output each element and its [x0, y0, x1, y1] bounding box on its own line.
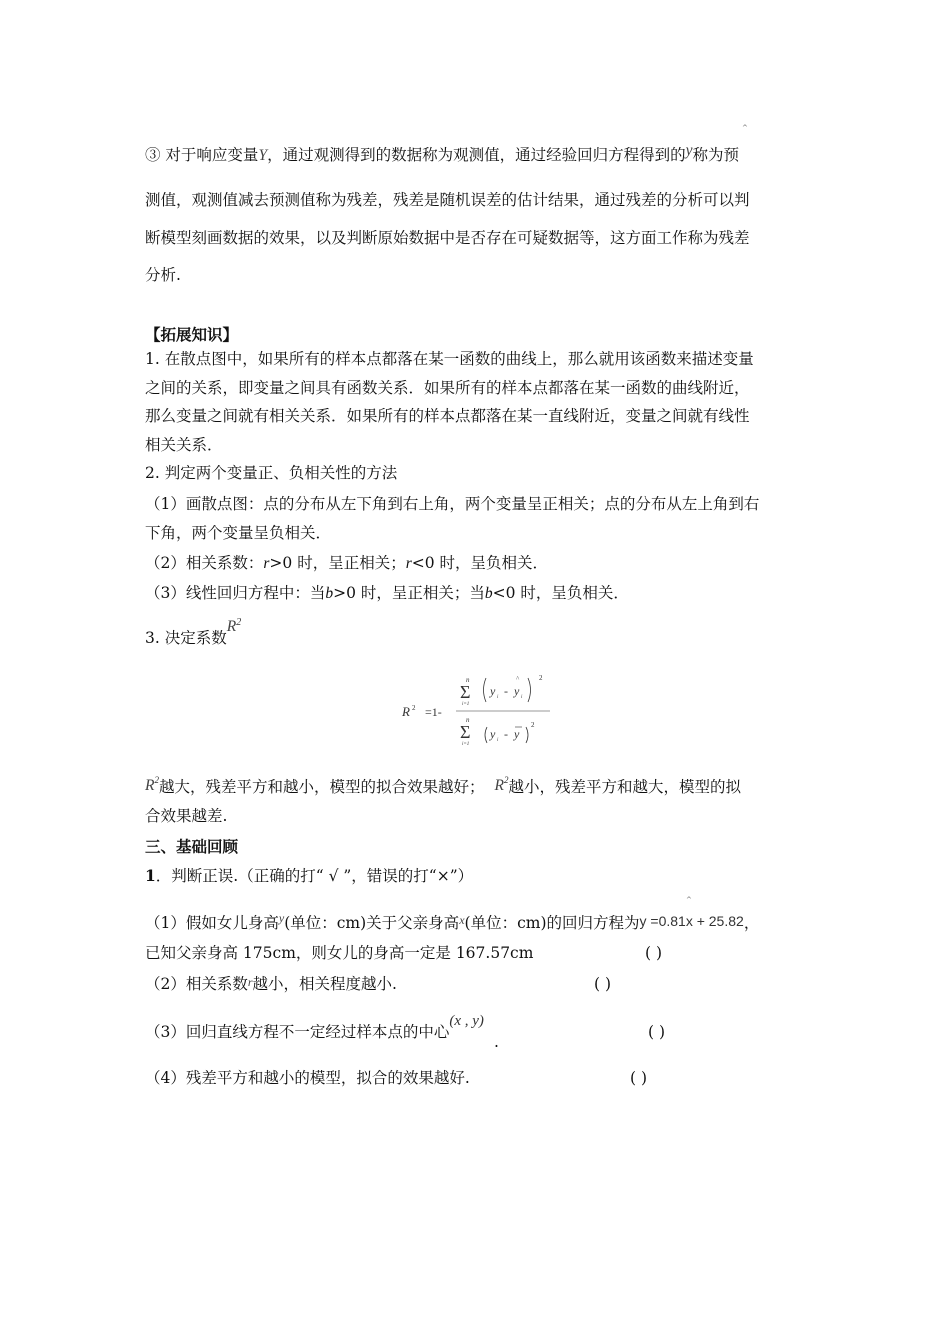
- formula-R: R: [402, 704, 410, 719]
- y-i: y: [490, 684, 496, 698]
- formula-one-minus: =1-: [425, 705, 442, 719]
- text: 称为预: [692, 146, 739, 164]
- q1-line2: 已知父亲身高 175cm，则女儿的身高一定是 167.57cm: [145, 944, 534, 962]
- ext-p3-desc-line2: 合效果越差.: [145, 807, 228, 825]
- q1-answer-blank[interactable]: ( ): [645, 944, 663, 962]
- var-x: x: [459, 913, 465, 927]
- q2-line: [145, 974, 397, 995]
- extension-heading: 【拓展知识】: [145, 325, 239, 344]
- minus: -: [504, 684, 508, 698]
- ext-p3-desc-line1: [145, 777, 741, 799]
- para1-line1: [145, 142, 739, 166]
- text: ．判断正误.（正确的打“ √ ”，错误的打“×”）: [155, 867, 474, 885]
- var-r: r: [405, 555, 412, 572]
- sample-center: (x , y): [449, 1013, 484, 1029]
- review-heading: 三、基础回顾: [145, 837, 239, 856]
- text: （1）假如女儿身高: [145, 914, 279, 932]
- exponent: 2: [503, 775, 509, 785]
- text: 越小，残差平方和越大，模型的拟: [508, 778, 741, 796]
- ext-p3-title: [145, 617, 242, 651]
- ext-p2-item2: [145, 553, 548, 574]
- den-exp: 2: [531, 721, 535, 729]
- var-y: y: [278, 911, 285, 925]
- sigma-icon: Σ: [460, 682, 471, 702]
- text: (单位：cm)的回归方程为: [464, 914, 640, 932]
- var-R: R: [226, 618, 237, 635]
- sum-bottom: i=1: [462, 702, 470, 707]
- text: .: [493, 1033, 499, 1051]
- text: ，: [743, 914, 760, 932]
- text: <0 时，呈负相关．: [492, 584, 629, 602]
- var-R: R: [145, 777, 155, 794]
- y-hat-i: y: [514, 684, 520, 698]
- text: 越大，残差平方和越小，模型的拟合效果越好；: [158, 778, 485, 796]
- left-paren: [485, 727, 487, 743]
- text: ，通过观测得到的数据称为观测值，通过经验回归方程得到的: [267, 146, 686, 164]
- left-paren: [484, 678, 487, 702]
- q3-line: [145, 1013, 499, 1051]
- exponent: 2: [236, 617, 242, 628]
- question-number: 1: [145, 866, 156, 885]
- q2-answer-blank[interactable]: ( ): [594, 975, 612, 993]
- sum-top: n: [466, 676, 470, 684]
- sub-i: i: [521, 695, 523, 700]
- y-i: y: [490, 727, 496, 741]
- text: （2）相关系数: [145, 975, 248, 993]
- text: （2）相关系数：: [145, 554, 264, 572]
- text: >0 时，呈正相关；当: [333, 584, 485, 602]
- hat-icon: ^: [516, 675, 520, 683]
- para1-line2: 测值，观测值减去预测值称为残差，残差是随机误差的估计结果，通过残差的分析可以判: [145, 191, 750, 209]
- text: （3）线性回归方程中：当: [145, 584, 326, 602]
- question-title: [145, 866, 473, 886]
- ext-p2-title: 2. 判定两个变量正、负相关性的方法: [145, 464, 398, 482]
- var-b: b: [325, 585, 334, 602]
- var-y-hat: y: [685, 142, 693, 159]
- sum-bottom: i=1: [462, 742, 470, 747]
- text: 越小，相关程度越小.: [252, 975, 397, 993]
- q3-answer-blank[interactable]: ( ): [648, 1023, 666, 1041]
- var-Y: Y: [258, 147, 268, 164]
- exponent: 2: [154, 775, 159, 785]
- regression-equation: y =0.81x + 25.82: [639, 913, 744, 929]
- text: ③ 对于响应变量: [145, 146, 259, 164]
- ext-p1-line2: 之间的关系，即变量之间具有函数关系．如果所有的样本点都落在某一函数的曲线附近，: [145, 379, 750, 397]
- text: >0 时，呈正相关；: [269, 554, 406, 572]
- right-paren: [528, 678, 531, 702]
- ext-p1-line4: 相关关系．: [145, 436, 223, 454]
- sub-i: i: [497, 738, 499, 743]
- sigma-icon: Σ: [460, 722, 471, 742]
- hat-icon: ^: [742, 124, 748, 132]
- para1-line4: 分析.: [145, 266, 181, 284]
- sum-top: n: [466, 716, 470, 724]
- ext-p1-line3: 那么变量之间就有相关关系．如果所有的样本点都落在某一直线附近，变量之间就有线性: [145, 407, 750, 425]
- var-b: b: [484, 585, 493, 602]
- ext-p2-item3: [145, 583, 629, 604]
- right-paren: [526, 727, 528, 743]
- ext-p2-item1-line1: （1）画散点图：点的分布从左下角到右上角，两个变量呈正相关；点的分布从左上角到右: [145, 495, 760, 513]
- q4-line: （4）残差平方和越小的模型，拟合的效果越好.: [145, 1069, 470, 1087]
- text: (单位：cm)关于父亲身高: [284, 914, 460, 932]
- formula-R-exp: 2: [412, 704, 416, 712]
- var-r: r: [263, 555, 270, 572]
- ext-p1-line1: 1. 在散点图中，如果所有的样本点都落在某一函数的曲线上，那么就用该函数来描述变量: [145, 350, 754, 368]
- minus: -: [504, 727, 508, 741]
- q4-answer-blank[interactable]: ( ): [630, 1069, 648, 1087]
- var-r: r: [247, 975, 253, 989]
- num-exp: 2: [539, 674, 543, 682]
- var-R: R: [494, 777, 504, 794]
- text: （3）回归直线方程不一定经过样本点的中心: [145, 1023, 450, 1041]
- text: <0 时，呈负相关．: [411, 554, 549, 572]
- hat-icon: ^: [686, 896, 692, 904]
- ext-p2-item1-line2: 下角，两个变量呈负相关．: [145, 524, 332, 542]
- para1-line3: 断模型刻画数据的效果，以及判断原始数据中是否存在可疑数据等，这方面工作称为残差: [145, 229, 750, 247]
- text: 3. 决定系数: [145, 629, 227, 647]
- r-squared-formula: [400, 672, 560, 752]
- sub-i: i: [497, 695, 499, 700]
- q1-line1: [145, 913, 759, 934]
- y-bar: y: [514, 727, 520, 741]
